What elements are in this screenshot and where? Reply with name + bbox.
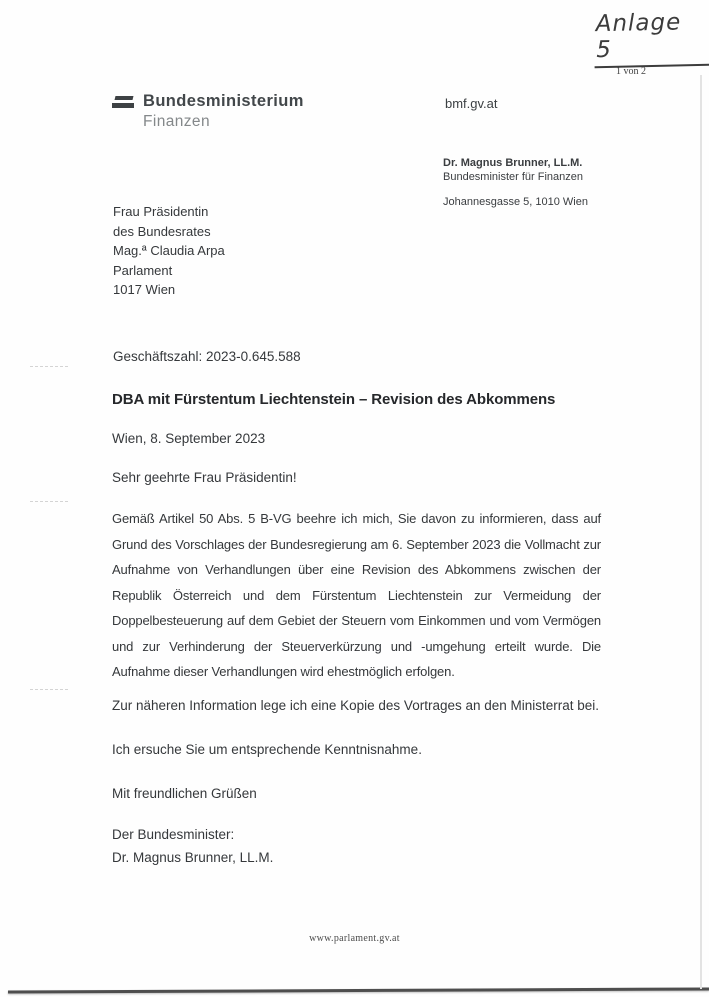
enclosure-note: Zur näheren Information lege ich eine Kopie des Vortrages an den Ministerrat bei.	[112, 698, 600, 713]
austrian-flag-icon	[112, 96, 134, 131]
recipient-line: Mag.ª Claudia Arpa	[113, 243, 225, 258]
footer-website: www.parlament.gv.at	[309, 933, 400, 944]
scan-bottom-edge	[8, 987, 709, 993]
sender-title: Bundesminister für Finanzen	[443, 171, 584, 183]
sender-block	[443, 156, 588, 209]
ministry-website: bmf.gv.at	[445, 96, 498, 111]
acknowledgement-request: Ich ersuche Sie um entsprechende Kenntnisnahme.	[112, 742, 422, 757]
ministry-logo	[112, 92, 304, 131]
scan-right-edge	[700, 75, 702, 989]
ministry-department: Finanzen	[143, 113, 210, 130]
signature-name: Dr. Magnus Brunner, LL.M.	[112, 849, 274, 865]
fold-mark	[30, 366, 68, 367]
recipient-line: 1017 Wien	[113, 282, 176, 297]
sender-address: Johannesgasse 5, 1010 Wien	[443, 196, 588, 208]
letter-subject: DBA mit Fürstentum Liechtenstein – Revision des Abkommens	[112, 391, 556, 408]
ministry-logo-text	[143, 92, 304, 131]
recipient-line: des Bundesrates	[113, 223, 211, 239]
recipient-line: Frau Präsidentin	[113, 204, 209, 219]
body-paragraph: Gemäß Artikel 50 Abs. 5 B-VG beehre ich mich, Sie davon zu informieren, dass auf Grund des Vorschlages der Bundesregierung am 6. September 2023 die Vollmacht zur Aufnahme von Verhandlungen über eine Revision des Abkommens zwischen der Republik Österreich und dem Fürstentum Liechtenstein zur Vermeidung der Doppelbesteuerung auf dem Gebiet der Steuern vom Einkommen und vom Vermögen und zur Verhinderung der Steuerverkürzung und -umgehung erteilt wurde. Die Aufnahme dieser Verhandlungen wird ehestmöglich erfolgen.	[112, 511, 601, 679]
case-number: Geschäftszahl: 2023-0.645.588	[113, 349, 301, 364]
handwritten-attachment-label: Anlage 5	[593, 9, 709, 68]
recipient-address	[113, 202, 225, 300]
ministry-name: Bundesministerium	[143, 92, 304, 110]
fold-mark	[30, 689, 68, 690]
recipient-line: Parlament	[113, 262, 173, 278]
fold-mark	[30, 501, 68, 502]
closing-phrase: Mit freundlichen Grüßen	[112, 786, 257, 801]
sender-name: Dr. Magnus Brunner, LL.M.	[443, 157, 583, 169]
signature-block	[112, 824, 273, 869]
page-indicator: 1 von 2	[616, 66, 646, 77]
signature-role: Der Bundesminister:	[112, 827, 235, 842]
salutation: Sehr geehrte Frau Präsidentin!	[112, 470, 297, 485]
letter-date: Wien, 8. September 2023	[112, 431, 266, 446]
